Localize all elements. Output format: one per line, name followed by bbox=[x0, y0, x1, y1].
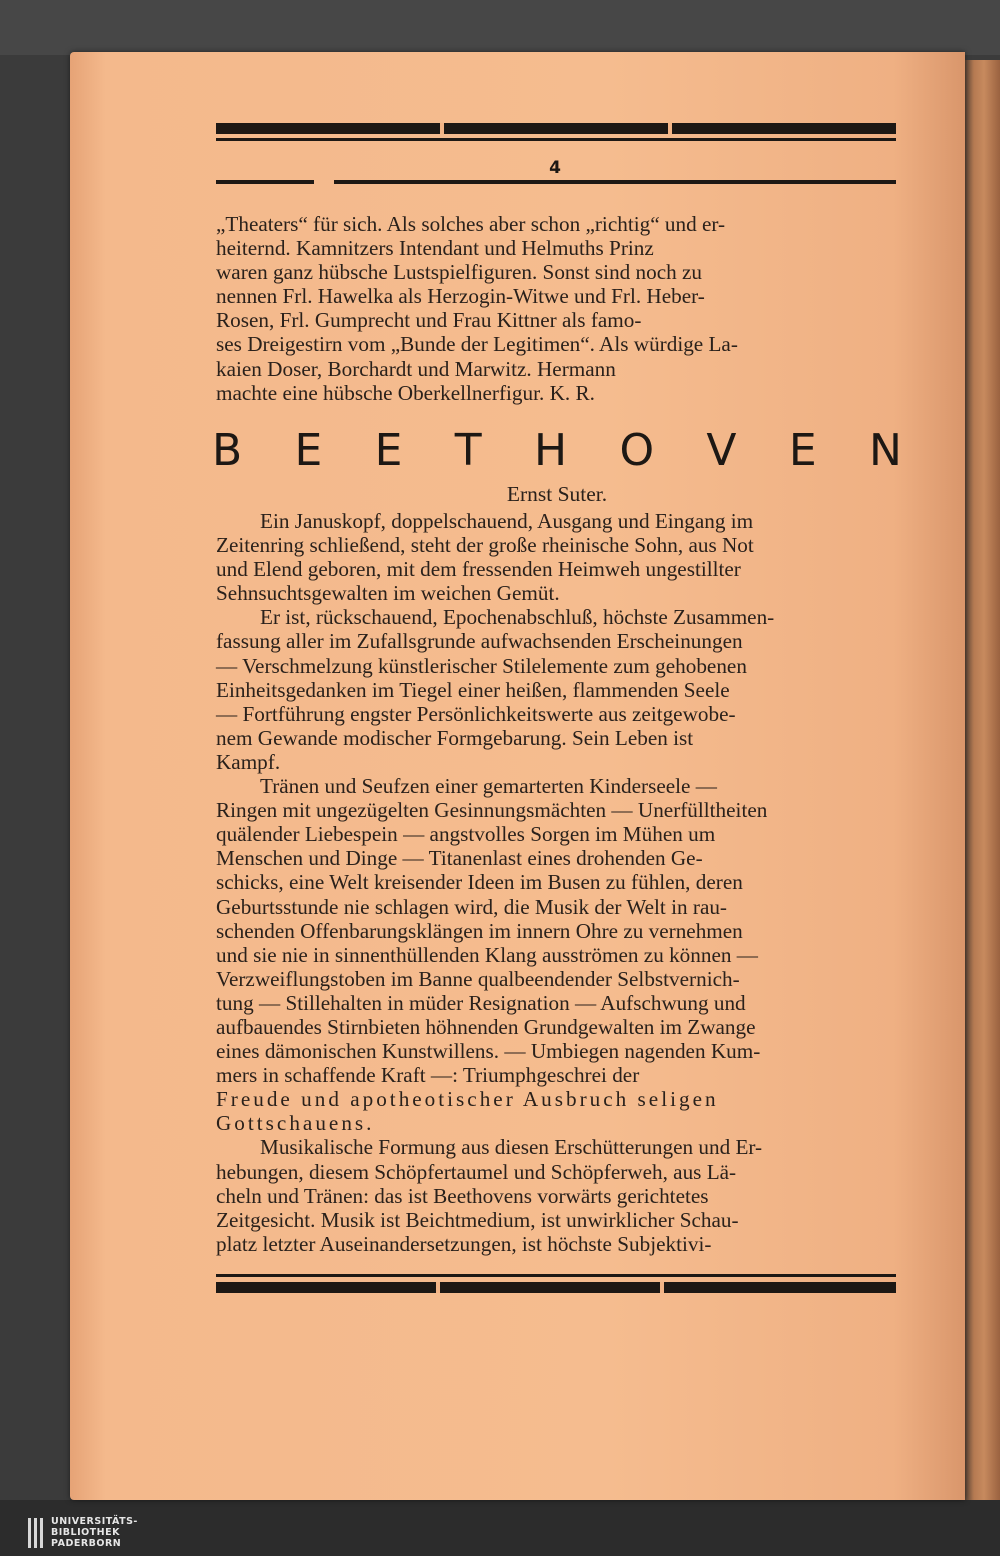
title-letter: O bbox=[619, 425, 655, 476]
text-line: und Elend geboren, mit dem fressenden Heimweh ungestillter bbox=[216, 557, 741, 582]
text-line: eines dämonischen Kunstwillens. — Umbiegen nagenden Kum- bbox=[216, 1039, 761, 1064]
text-line: kaien Doser, Borchardt und Marwitz. Hermann bbox=[216, 356, 616, 381]
text-line: Sehnsuchtsgewalten im weichen Gemüt. bbox=[216, 581, 560, 606]
title-letter: T bbox=[454, 425, 482, 476]
header-underline-rule bbox=[216, 180, 896, 184]
bottom-ornament-rule bbox=[216, 1274, 896, 1293]
continuation-paragraph bbox=[216, 212, 898, 405]
text-line: cheln und Tränen: das ist Beethovens vorwärts gerichtetes bbox=[216, 1183, 709, 1208]
text-line: nem Gewande modischer Formgebarung. Sein Leben ist bbox=[216, 725, 694, 750]
text-line: tung — Stillehalten in müder Resignation — Aufschwung und bbox=[216, 990, 746, 1015]
text-line: Menschen und Dinge — Titanenlast eines drohenden Ge- bbox=[216, 846, 703, 871]
scan-background-top bbox=[0, 0, 1000, 55]
text-line: Zeitenring schließend, steht der große rheinische Sohn, aus Not bbox=[216, 533, 754, 558]
text-line: hebungen, diesem Schöpfertaumel und Schöpferweh, aus Lä- bbox=[216, 1159, 737, 1184]
text-line: machte eine hübsche Oberkellnerfigur. K. R. bbox=[216, 380, 595, 405]
title-letter: B bbox=[212, 425, 243, 476]
text-line: heiternd. Kamnitzers Intendant und Helmuths Prinz bbox=[216, 236, 654, 261]
text-line: Musikalische Formung aus diesen Erschütterungen und Er- bbox=[260, 1135, 763, 1160]
text-line: Kampf. bbox=[216, 749, 281, 774]
title-letter: H bbox=[534, 425, 568, 476]
article-body bbox=[216, 509, 898, 1256]
text-line: waren ganz hübsche Lustspielfiguren. Sonst sind noch zu bbox=[216, 260, 703, 285]
bottom-thick-rule bbox=[216, 1282, 896, 1293]
text-line: ses Dreigestirn vom „Bunde der Legitimen“. Als würdige La- bbox=[216, 332, 738, 357]
text-line: Gottschauens. bbox=[216, 1111, 375, 1136]
title-letter: N bbox=[868, 425, 902, 476]
logo-line: BIBLIOTHEK bbox=[51, 1527, 120, 1538]
scan-background-bottom bbox=[0, 1500, 1000, 1556]
page-number: 4 bbox=[549, 158, 561, 178]
text-line: Tränen und Seufzen einer gemarterten Kinderseele — bbox=[260, 774, 717, 799]
text-line: Einheitsgedanken im Tiegel einer heißen, flammenden Seele bbox=[216, 677, 730, 702]
text-line: Geburtsstunde nie schlagen wird, die Musik der Welt in rau- bbox=[216, 894, 727, 919]
text-line: quälender Liebespein — angstvolles Sorgen im Mühen um bbox=[216, 822, 716, 847]
top-thin-rule bbox=[216, 138, 896, 141]
text-line: Er ist, rückschauend, Epochenabschluß, höchste Zusammen- bbox=[260, 605, 775, 630]
title-letter: E bbox=[294, 425, 323, 476]
text-line: „Theaters“ für sich. Als solches aber schon „richtig“ und er- bbox=[216, 212, 726, 236]
title-letter: V bbox=[706, 425, 737, 476]
title-letter: E bbox=[788, 425, 817, 476]
text-line: Ringen mit ungezügelten Gesinnungsmächten — Unerfülltheiten bbox=[216, 798, 768, 823]
library-logo-text bbox=[51, 1516, 138, 1549]
logo-line: UNIVERSITÄTS- bbox=[51, 1516, 138, 1527]
library-logo-mark bbox=[28, 1518, 43, 1548]
text-line: fassung aller im Zufallsgrunde aufwachsenden Erscheinungen bbox=[216, 629, 743, 654]
logo-line: PADERBORN bbox=[51, 1538, 122, 1549]
top-ornament-rule bbox=[216, 123, 896, 141]
text-line: platz letzter Auseinandersetzungen, ist höchste Subjektivi- bbox=[216, 1231, 712, 1256]
text-line: aufbauendes Stirnbieten höhnenden Grundgewalten im Zwange bbox=[216, 1014, 756, 1039]
article-title bbox=[212, 426, 902, 476]
text-line: und sie nie in sinnenthüllenden Klang ausströmen zu können — bbox=[216, 942, 758, 967]
text-line: — Fortführung engster Persönlichkeitswerte aus zeitgewobe- bbox=[216, 701, 736, 726]
text-line: Ein Januskopf, doppelschauend, Ausgang und Eingang im bbox=[260, 509, 754, 533]
library-logo bbox=[28, 1516, 138, 1549]
text-line: — Verschmelzung künstlerischer Stilelemente zum gehobenen bbox=[216, 653, 747, 678]
bottom-thin-rule bbox=[216, 1274, 896, 1277]
text-line: Rosen, Frl. Gumprecht und Frau Kittner als famo- bbox=[216, 308, 642, 333]
top-thick-rule bbox=[216, 123, 896, 134]
text-line: schenden Offenbarungsklängen im innern Ohre zu vernehmen bbox=[216, 918, 743, 943]
text-line: schicks, eine Welt kreisender Ideen im Busen zu fühlen, deren bbox=[216, 870, 743, 895]
text-line: Verzweiflungstoben im Banne qualbeendender Selbstvernich- bbox=[216, 966, 740, 991]
text-line: nennen Frl. Hawelka als Herzogin-Witwe und Frl. Heber- bbox=[216, 284, 705, 309]
article-author: Ernst Suter. bbox=[506, 482, 608, 506]
text-line: mers in schaffende Kraft —: Triumphgeschrei der bbox=[216, 1063, 640, 1088]
text-line: Freude und apotheotischer Ausbruch seligen bbox=[216, 1087, 719, 1112]
text-line: Zeitgesicht. Musik ist Beichtmedium, ist unwirklicher Schau- bbox=[216, 1207, 739, 1232]
title-letter: E bbox=[374, 425, 403, 476]
book-gutter bbox=[960, 60, 1000, 1500]
